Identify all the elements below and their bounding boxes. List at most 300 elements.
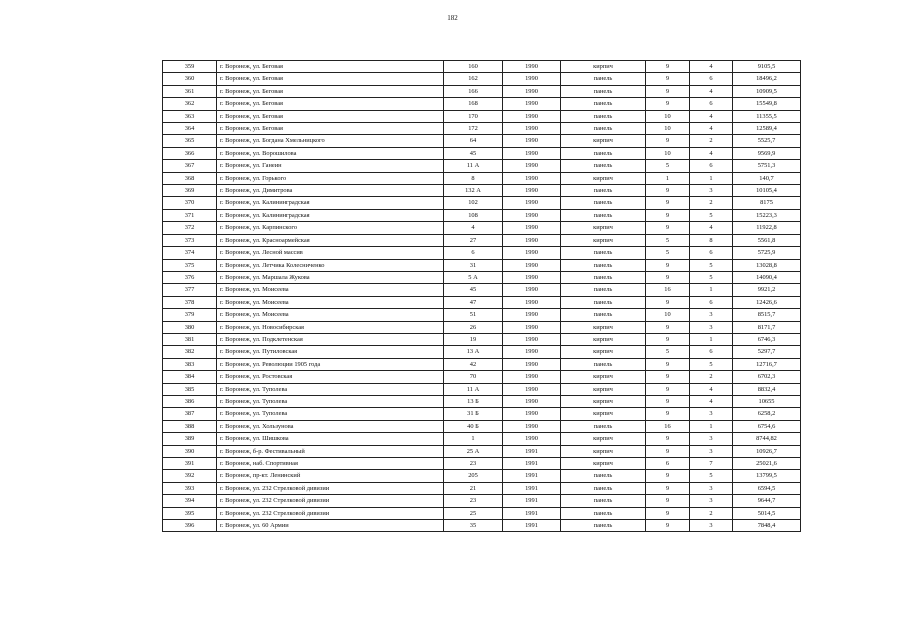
wall-material-cell: панель <box>561 420 646 432</box>
floors-cell: 9 <box>646 495 690 507</box>
row-number: 371 <box>163 209 217 221</box>
floors-cell: 10 <box>646 123 690 135</box>
area-cell: 6702,3 <box>733 371 801 383</box>
floors-cell: 9 <box>646 61 690 73</box>
row-number: 360 <box>163 73 217 85</box>
wall-material-cell: панель <box>561 160 646 172</box>
row-number: 370 <box>163 197 217 209</box>
area-cell: 18496,2 <box>733 73 801 85</box>
year-built-cell: 1991 <box>503 482 561 494</box>
house-number-cell: 1 <box>444 433 503 445</box>
area-cell: 5525,7 <box>733 135 801 147</box>
entrances-cell: 3 <box>690 433 733 445</box>
entrances-cell: 6 <box>690 73 733 85</box>
floors-cell: 9 <box>646 135 690 147</box>
address-cell: г. Воронеж, ул. Беговая <box>217 98 444 110</box>
house-number-cell: 5 А <box>444 271 503 283</box>
floors-cell: 9 <box>646 271 690 283</box>
entrances-cell: 3 <box>690 445 733 457</box>
house-number-cell: 23 <box>444 495 503 507</box>
year-built-cell: 1990 <box>503 147 561 159</box>
table-row <box>163 520 801 532</box>
entrances-cell: 6 <box>690 296 733 308</box>
entrances-cell: 4 <box>690 123 733 135</box>
row-number: 377 <box>163 284 217 296</box>
address-cell: г. Воронеж, ул. Калининградская <box>217 209 444 221</box>
year-built-cell: 1990 <box>503 259 561 271</box>
entrances-cell: 2 <box>690 507 733 519</box>
area-cell: 10926,7 <box>733 445 801 457</box>
area-cell: 11922,8 <box>733 222 801 234</box>
table-row <box>163 259 801 271</box>
year-built-cell: 1990 <box>503 222 561 234</box>
year-built-cell: 1990 <box>503 61 561 73</box>
floors-cell: 5 <box>646 346 690 358</box>
table-row <box>163 123 801 135</box>
row-number: 383 <box>163 358 217 370</box>
area-cell: 8832,4 <box>733 383 801 395</box>
row-number: 395 <box>163 507 217 519</box>
row-number: 359 <box>163 61 217 73</box>
house-number-cell: 162 <box>444 73 503 85</box>
row-number: 380 <box>163 321 217 333</box>
address-cell: г. Воронеж, ул. Беговая <box>217 85 444 97</box>
table-row <box>163 309 801 321</box>
year-built-cell: 1990 <box>503 185 561 197</box>
floors-cell: 9 <box>646 222 690 234</box>
year-built-cell: 1990 <box>503 135 561 147</box>
table-row <box>163 333 801 345</box>
entrances-cell: 3 <box>690 520 733 532</box>
entrances-cell: 2 <box>690 135 733 147</box>
floors-cell: 9 <box>646 259 690 271</box>
wall-material-cell: панель <box>561 482 646 494</box>
row-number: 391 <box>163 458 217 470</box>
house-number-cell: 160 <box>444 61 503 73</box>
table-row <box>163 371 801 383</box>
address-cell: г. Воронеж, ул. Туполева <box>217 395 444 407</box>
address-cell: г. Воронеж, ул. Димитрова <box>217 185 444 197</box>
floors-cell: 10 <box>646 147 690 159</box>
wall-material-cell: кирпич <box>561 172 646 184</box>
year-built-cell: 1990 <box>503 172 561 184</box>
wall-material-cell: кирпич <box>561 408 646 420</box>
year-built-cell: 1990 <box>503 358 561 370</box>
area-cell: 5561,8 <box>733 234 801 246</box>
wall-material-cell: кирпич <box>561 333 646 345</box>
year-built-cell: 1990 <box>503 333 561 345</box>
address-cell: г. Воронеж, ул. Хользунова <box>217 420 444 432</box>
house-number-cell: 108 <box>444 209 503 221</box>
entrances-cell: 1 <box>690 333 733 345</box>
address-cell: г. Воронеж, ул. Беговая <box>217 73 444 85</box>
year-built-cell: 1990 <box>503 110 561 122</box>
floors-cell: 9 <box>646 185 690 197</box>
house-number-cell: 45 <box>444 147 503 159</box>
house-number-cell: 172 <box>444 123 503 135</box>
address-cell: г. Воронеж, ул. Революции 1905 года <box>217 358 444 370</box>
area-cell: 14090,4 <box>733 271 801 283</box>
wall-material-cell: панель <box>561 507 646 519</box>
area-cell: 9644,7 <box>733 495 801 507</box>
floors-cell: 5 <box>646 247 690 259</box>
wall-material-cell: панель <box>561 520 646 532</box>
table-row <box>163 284 801 296</box>
area-cell: 15223,3 <box>733 209 801 221</box>
wall-material-cell: панель <box>561 271 646 283</box>
row-number: 368 <box>163 172 217 184</box>
area-cell: 10655 <box>733 395 801 407</box>
year-built-cell: 1990 <box>503 85 561 97</box>
entrances-cell: 3 <box>690 408 733 420</box>
house-number-cell: 42 <box>444 358 503 370</box>
table-row <box>163 172 801 184</box>
house-number-cell: 45 <box>444 284 503 296</box>
table-row <box>163 408 801 420</box>
year-built-cell: 1991 <box>503 470 561 482</box>
row-number: 392 <box>163 470 217 482</box>
entrances-cell: 4 <box>690 395 733 407</box>
address-cell: г. Воронеж, ул. Горького <box>217 172 444 184</box>
wall-material-cell: панель <box>561 247 646 259</box>
row-number: 362 <box>163 98 217 110</box>
floors-cell: 9 <box>646 408 690 420</box>
wall-material-cell: кирпич <box>561 234 646 246</box>
entrances-cell: 1 <box>690 420 733 432</box>
area-cell: 9569,9 <box>733 147 801 159</box>
wall-material-cell: кирпич <box>561 346 646 358</box>
floors-cell: 9 <box>646 433 690 445</box>
row-number: 396 <box>163 520 217 532</box>
area-cell: 15549,8 <box>733 98 801 110</box>
area-cell: 5751,3 <box>733 160 801 172</box>
floors-cell: 1 <box>646 172 690 184</box>
area-cell: 5014,5 <box>733 507 801 519</box>
wall-material-cell: панель <box>561 123 646 135</box>
wall-material-cell: панель <box>561 147 646 159</box>
table-row <box>163 507 801 519</box>
entrances-cell: 6 <box>690 98 733 110</box>
row-number: 375 <box>163 259 217 271</box>
area-cell: 10909,5 <box>733 85 801 97</box>
floors-cell: 10 <box>646 309 690 321</box>
year-built-cell: 1990 <box>503 321 561 333</box>
address-cell: г. Воронеж, б-р. Фестивальный <box>217 445 444 457</box>
table-row <box>163 110 801 122</box>
house-number-cell: 35 <box>444 520 503 532</box>
year-built-cell: 1990 <box>503 383 561 395</box>
entrances-cell: 5 <box>690 271 733 283</box>
year-built-cell: 1991 <box>503 445 561 457</box>
year-built-cell: 1990 <box>503 98 561 110</box>
row-number: 388 <box>163 420 217 432</box>
entrances-cell: 3 <box>690 309 733 321</box>
address-cell: г. Воронеж, ул. Беговая <box>217 110 444 122</box>
entrances-cell: 6 <box>690 160 733 172</box>
address-cell: г. Воронеж, ул. Летчика Колесниченко <box>217 259 444 271</box>
area-cell: 10105,4 <box>733 185 801 197</box>
wall-material-cell: панель <box>561 358 646 370</box>
table-row <box>163 247 801 259</box>
table-row <box>163 383 801 395</box>
house-number-cell: 166 <box>444 85 503 97</box>
area-cell: 8175 <box>733 197 801 209</box>
table-row <box>163 321 801 333</box>
house-number-cell: 25 <box>444 507 503 519</box>
table-row <box>163 61 801 73</box>
row-number: 394 <box>163 495 217 507</box>
year-built-cell: 1990 <box>503 309 561 321</box>
house-number-cell: 19 <box>444 333 503 345</box>
house-number-cell: 168 <box>444 98 503 110</box>
year-built-cell: 1990 <box>503 284 561 296</box>
address-cell: г. Воронеж, ул. Карпинского <box>217 222 444 234</box>
year-built-cell: 1990 <box>503 271 561 283</box>
floors-cell: 9 <box>646 73 690 85</box>
entrances-cell: 5 <box>690 470 733 482</box>
address-cell: г. Воронеж, ул. Ганеин <box>217 160 444 172</box>
entrances-cell: 5 <box>690 358 733 370</box>
area-cell: 13028,8 <box>733 259 801 271</box>
wall-material-cell: панель <box>561 296 646 308</box>
house-number-cell: 27 <box>444 234 503 246</box>
entrances-cell: 2 <box>690 371 733 383</box>
row-number: 386 <box>163 395 217 407</box>
floors-cell: 9 <box>646 507 690 519</box>
table-row <box>163 222 801 234</box>
entrances-cell: 4 <box>690 110 733 122</box>
entrances-cell: 6 <box>690 247 733 259</box>
wall-material-cell: кирпич <box>561 383 646 395</box>
house-number-cell: 21 <box>444 482 503 494</box>
floors-cell: 9 <box>646 445 690 457</box>
house-number-cell: 132 А <box>444 185 503 197</box>
entrances-cell: 1 <box>690 284 733 296</box>
wall-material-cell: панель <box>561 495 646 507</box>
row-number: 365 <box>163 135 217 147</box>
address-cell: г. Воронеж, ул. Ворошилова <box>217 147 444 159</box>
house-number-cell: 70 <box>444 371 503 383</box>
area-cell: 9105,5 <box>733 61 801 73</box>
table-row <box>163 420 801 432</box>
floors-cell: 9 <box>646 520 690 532</box>
house-number-cell: 8 <box>444 172 503 184</box>
year-built-cell: 1990 <box>503 123 561 135</box>
entrances-cell: 7 <box>690 458 733 470</box>
area-cell: 9921,2 <box>733 284 801 296</box>
row-number: 390 <box>163 445 217 457</box>
table-row <box>163 482 801 494</box>
area-cell: 12716,7 <box>733 358 801 370</box>
table-row <box>163 358 801 370</box>
entrances-cell: 2 <box>690 197 733 209</box>
year-built-cell: 1990 <box>503 73 561 85</box>
entrances-cell: 3 <box>690 321 733 333</box>
wall-material-cell: панель <box>561 209 646 221</box>
floors-cell: 16 <box>646 284 690 296</box>
house-number-cell: 11 А <box>444 383 503 395</box>
area-cell: 5297,7 <box>733 346 801 358</box>
wall-material-cell: кирпич <box>561 458 646 470</box>
floors-cell: 9 <box>646 98 690 110</box>
address-cell: г. Воронеж, ул. Богдана Хмельницкого <box>217 135 444 147</box>
entrances-cell: 5 <box>690 259 733 271</box>
address-cell: г. Воронеж, ул. Калининградская <box>217 197 444 209</box>
floors-cell: 6 <box>646 458 690 470</box>
house-number-cell: 64 <box>444 135 503 147</box>
area-cell: 13799,5 <box>733 470 801 482</box>
entrances-cell: 8 <box>690 234 733 246</box>
year-built-cell: 1990 <box>503 420 561 432</box>
year-built-cell: 1990 <box>503 408 561 420</box>
row-number: 373 <box>163 234 217 246</box>
table-row <box>163 234 801 246</box>
address-cell: г. Воронеж, ул. 232 Стрелковой дивизии <box>217 507 444 519</box>
entrances-cell: 5 <box>690 209 733 221</box>
table-row <box>163 458 801 470</box>
row-number: 379 <box>163 309 217 321</box>
year-built-cell: 1990 <box>503 160 561 172</box>
wall-material-cell: кирпич <box>561 445 646 457</box>
wall-material-cell: панель <box>561 98 646 110</box>
address-cell: г. Воронеж, ул. Красноармейская <box>217 234 444 246</box>
year-built-cell: 1991 <box>503 495 561 507</box>
address-cell: г. Воронеж, ул. Беговая <box>217 123 444 135</box>
wall-material-cell: панель <box>561 185 646 197</box>
table-row <box>163 197 801 209</box>
table-row <box>163 73 801 85</box>
address-cell: г. Воронеж, ул. Ростовская <box>217 371 444 383</box>
entrances-cell: 4 <box>690 222 733 234</box>
address-cell: г. Воронеж, ул. Шишкова <box>217 433 444 445</box>
row-number: 361 <box>163 85 217 97</box>
floors-cell: 9 <box>646 482 690 494</box>
address-cell: г. Воронеж, пр-кт. Ленинский <box>217 470 444 482</box>
address-cell: г. Воронеж, наб. Спортивная <box>217 458 444 470</box>
table-row <box>163 470 801 482</box>
floors-cell: 9 <box>646 358 690 370</box>
house-number-cell: 23 <box>444 458 503 470</box>
house-number-cell: 47 <box>444 296 503 308</box>
area-cell: 25021,6 <box>733 458 801 470</box>
table-row <box>163 271 801 283</box>
address-cell: г. Воронеж, ул. Новосибирская <box>217 321 444 333</box>
address-cell: г. Воронеж, ул. Туполева <box>217 408 444 420</box>
year-built-cell: 1990 <box>503 346 561 358</box>
row-number: 389 <box>163 433 217 445</box>
row-number: 376 <box>163 271 217 283</box>
page-number: 182 <box>447 14 458 22</box>
floors-cell: 9 <box>646 470 690 482</box>
address-cell: г. Воронеж, ул. Подклетенская <box>217 333 444 345</box>
area-cell: 6754,6 <box>733 420 801 432</box>
table-row <box>163 135 801 147</box>
area-cell: 7848,4 <box>733 520 801 532</box>
address-cell: г. Воронеж, ул. Лесной массив <box>217 247 444 259</box>
table-row <box>163 445 801 457</box>
area-cell: 8171,7 <box>733 321 801 333</box>
house-number-cell: 31 <box>444 259 503 271</box>
entrances-cell: 3 <box>690 495 733 507</box>
entrances-cell: 3 <box>690 185 733 197</box>
house-number-cell: 11 А <box>444 160 503 172</box>
year-built-cell: 1991 <box>503 507 561 519</box>
address-cell: г. Воронеж, ул. Туполева <box>217 383 444 395</box>
row-number: 369 <box>163 185 217 197</box>
house-number-cell: 13 Б <box>444 395 503 407</box>
wall-material-cell: панель <box>561 110 646 122</box>
house-number-cell: 6 <box>444 247 503 259</box>
floors-cell: 5 <box>646 234 690 246</box>
entrances-cell: 4 <box>690 61 733 73</box>
table-row <box>163 147 801 159</box>
table-row <box>163 346 801 358</box>
address-cell: г. Воронеж, ул. Моисеева <box>217 284 444 296</box>
year-built-cell: 1990 <box>503 395 561 407</box>
area-cell: 12589,4 <box>733 123 801 135</box>
area-cell: 8515,7 <box>733 309 801 321</box>
floors-cell: 9 <box>646 395 690 407</box>
house-number-cell: 13 А <box>444 346 503 358</box>
wall-material-cell: кирпич <box>561 61 646 73</box>
row-number: 374 <box>163 247 217 259</box>
wall-material-cell: панель <box>561 284 646 296</box>
table-row <box>163 395 801 407</box>
row-number: 364 <box>163 123 217 135</box>
entrances-cell: 4 <box>690 147 733 159</box>
floors-cell: 9 <box>646 197 690 209</box>
floors-cell: 9 <box>646 209 690 221</box>
area-cell: 6258,2 <box>733 408 801 420</box>
year-built-cell: 1990 <box>503 234 561 246</box>
year-built-cell: 1990 <box>503 197 561 209</box>
year-built-cell: 1990 <box>503 296 561 308</box>
entrances-cell: 4 <box>690 383 733 395</box>
area-cell: 8744,82 <box>733 433 801 445</box>
address-cell: г. Воронеж, ул. 232 Стрелковой дивизии <box>217 495 444 507</box>
wall-material-cell: панель <box>561 470 646 482</box>
table-row <box>163 209 801 221</box>
row-number: 385 <box>163 383 217 395</box>
address-cell: г. Воронеж, ул. Беговая <box>217 61 444 73</box>
address-cell: г. Воронеж, ул. Моисеева <box>217 296 444 308</box>
year-built-cell: 1991 <box>503 520 561 532</box>
address-cell: г. Воронеж, ул. Моисеева <box>217 309 444 321</box>
table-row <box>163 296 801 308</box>
row-number: 393 <box>163 482 217 494</box>
floors-cell: 9 <box>646 296 690 308</box>
wall-material-cell: панель <box>561 85 646 97</box>
area-cell: 11355,5 <box>733 110 801 122</box>
wall-material-cell: панель <box>561 73 646 85</box>
floors-cell: 9 <box>646 371 690 383</box>
house-number-cell: 51 <box>444 309 503 321</box>
row-number: 372 <box>163 222 217 234</box>
entrances-cell: 4 <box>690 85 733 97</box>
row-number: 378 <box>163 296 217 308</box>
year-built-cell: 1990 <box>503 433 561 445</box>
row-number: 366 <box>163 147 217 159</box>
entrances-cell: 3 <box>690 482 733 494</box>
house-number-cell: 25 А <box>444 445 503 457</box>
row-number: 381 <box>163 333 217 345</box>
row-number: 367 <box>163 160 217 172</box>
address-cell: г. Воронеж, ул. Путиловская <box>217 346 444 358</box>
wall-material-cell: кирпич <box>561 395 646 407</box>
table-row <box>163 185 801 197</box>
wall-material-cell: кирпич <box>561 222 646 234</box>
address-cell: г. Воронеж, ул. 60 Армии <box>217 520 444 532</box>
